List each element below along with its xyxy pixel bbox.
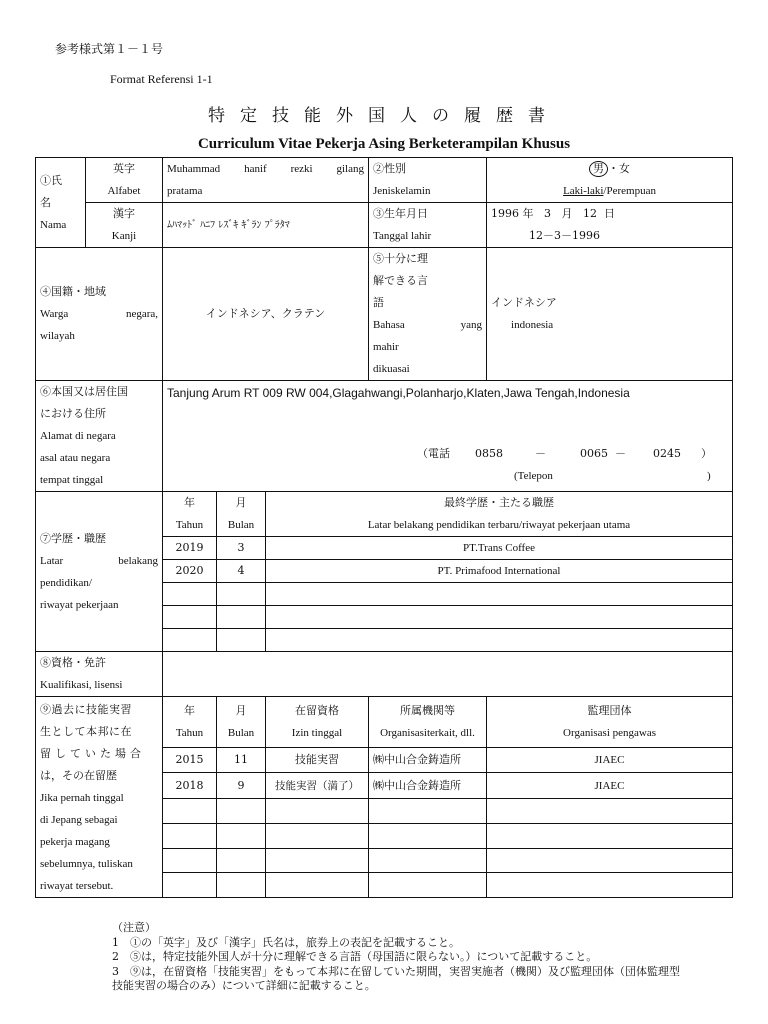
train-row-6-supervisor[interactable] [487, 873, 733, 898]
edu-row-2-year[interactable]: 2020 [163, 560, 217, 583]
note-3: 3 ⑨は，在留資格「技能実習」をもって本邦に在留していた期間，実習実施者（機関）及び監理団体（団体監理型技能実習の場合のみ）について詳細に記載すること。 [112, 964, 680, 992]
edu-row-3-desc[interactable] [266, 583, 733, 606]
train-row-4-org[interactable] [369, 823, 487, 848]
edu-row-3-year[interactable] [163, 583, 217, 606]
nationality-label-cell: ④国籍・地域 Warga negara, wilayah [36, 248, 163, 381]
training-label-cell: ⑨過去に技能実習 生として本邦に在 留していた場合 は，その在留歴 Jika pernah tinggal di Jepang sebagai pekerja magang sebelumnya, tuliskan riwayat tersebut. [36, 697, 163, 898]
form-number: 参考様式第１－１号 [55, 42, 164, 56]
train-row-2-status[interactable]: 技能実習（満了） [266, 773, 369, 799]
license-label-cell: ⑧資格・免許 Kualifikasi, lisensi [36, 652, 163, 697]
train-row-5-org[interactable] [369, 848, 487, 873]
train-row-4-supervisor[interactable] [487, 823, 733, 848]
alfabet-name-field[interactable]: Muhammad hanif rezki gilang pratama [163, 158, 369, 203]
train-supervisor-header: 監理団体 Organisasi pengawas [487, 697, 733, 748]
birth-date-field[interactable]: 1996 年 3 月 12 日 12－3－1996 [487, 203, 733, 248]
address-field[interactable]: Tanjung Arum RT 009 RW 004,Glagahwangi,Polanharjo,Klaten,Jawa Tengah,Indonesia （電話 0858 － 0065 － 0245 ） (Telepon ) [163, 381, 733, 492]
train-row-2-month[interactable]: 9 [217, 773, 266, 799]
edu-row-5-month[interactable] [217, 629, 266, 652]
train-month-header: 月 Bulan [217, 697, 266, 748]
edu-row-1-month[interactable]: 3 [217, 537, 266, 560]
train-row-4-year[interactable] [163, 823, 217, 848]
name-label-cell: ①氏 名 Nama [36, 158, 86, 248]
gender-field[interactable]: 男 ・女 Laki-laki/Perempuan [487, 158, 733, 203]
edu-row-5-desc[interactable] [266, 629, 733, 652]
train-row-2-year[interactable]: 2018 [163, 773, 217, 799]
train-row-6-year[interactable] [163, 873, 217, 898]
edu-history-header: 最終学歴・主たる職歴 Latar belakang pendidikan terbaru/riwayat pekerjaan utama [266, 492, 733, 537]
edu-row-3-month[interactable] [217, 583, 266, 606]
note-1: 1 ①の「英字」及び「漢字」氏名は，旅券上の表記を記載すること。 [112, 935, 460, 949]
train-row-4-status[interactable] [266, 823, 369, 848]
gender-label-cell: ②性別 Jeniskelamin [369, 158, 487, 203]
edu-row-4-month[interactable] [217, 606, 266, 629]
title-indonesian: Curriculum Vitae Pekerja Asing Berketerampilan Khusus [197, 136, 571, 152]
train-row-1-year[interactable]: 2015 [163, 747, 217, 773]
edu-year-header: 年 Tahun [163, 492, 217, 537]
train-row-2-org[interactable]: ㈱中山合金鋳造所 [369, 773, 487, 799]
train-year-header: 年 Tahun [163, 697, 217, 748]
edu-month-header: 月 Bulan [217, 492, 266, 537]
train-row-1-org[interactable]: ㈱中山合金鋳造所 [369, 747, 487, 773]
edu-row-5-year[interactable] [163, 629, 217, 652]
edu-row-2-desc[interactable]: PT. Primafood International [266, 560, 733, 583]
train-row-1-status[interactable]: 技能実習 [266, 747, 369, 773]
train-row-6-status[interactable] [266, 873, 369, 898]
train-row-3-year[interactable] [163, 799, 217, 824]
language-field[interactable]: インドネシア indonesia [487, 248, 733, 381]
edu-row-4-year[interactable] [163, 606, 217, 629]
nationality-field[interactable]: インドネシア、クラテン [163, 248, 369, 381]
train-row-3-supervisor[interactable] [487, 799, 733, 824]
train-row-5-month[interactable] [217, 848, 266, 873]
alfabet-label-cell: 英字 Alfabet [86, 158, 163, 203]
notes-section [112, 921, 682, 994]
train-row-5-status[interactable] [266, 848, 369, 873]
train-row-1-month[interactable]: 11 [217, 747, 266, 773]
education-label-cell: ⑦学歴・職歴 Latar belakang pendidikan/ riwayat pekerjaan [36, 492, 163, 652]
train-row-4-month[interactable] [217, 823, 266, 848]
notes-heading: （注意） [112, 921, 156, 934]
language-label-cell: ⑤十分に理 解できる言 語 Bahasa yang mahir dikuasai [369, 248, 487, 381]
title-japanese: 特定技能外国人の履歴書 [208, 106, 560, 126]
gender-male-circled: 男 [589, 161, 608, 177]
train-row-1-supervisor[interactable]: JIAEC [487, 747, 733, 773]
kanji-name-field[interactable]: ﾑﾊﾏｯﾄﾞ ﾊﾆﾌ ﾚｽﾞｷ ｷﾞﾗﾝ ﾌﾟﾗﾀﾏ [163, 203, 369, 248]
train-row-5-supervisor[interactable] [487, 848, 733, 873]
edu-row-2-month[interactable]: 4 [217, 560, 266, 583]
train-org-header: 所属機関等 Organisasiterkait, dll. [369, 697, 487, 748]
train-row-3-month[interactable] [217, 799, 266, 824]
edu-row-1-year[interactable]: 2019 [163, 537, 217, 560]
edu-row-4-desc[interactable] [266, 606, 733, 629]
license-field[interactable] [163, 652, 733, 697]
train-row-6-org[interactable] [369, 873, 487, 898]
birth-label-cell: ③生年月日 Tanggal lahir [369, 203, 487, 248]
note-2: 2 ⑤は，特定技能外国人が十分に理解できる言語（母国語に限らない。）について記載すること。 [112, 950, 598, 963]
train-row-2-supervisor[interactable]: JIAEC [487, 773, 733, 799]
train-row-6-month[interactable] [217, 873, 266, 898]
kanji-label-cell: 漢字 Kanji [86, 203, 163, 248]
train-status-header: 在留資格 Izin tinggal [266, 697, 369, 748]
cv-table [35, 157, 733, 898]
train-row-5-year[interactable] [163, 848, 217, 873]
train-row-3-org[interactable] [369, 799, 487, 824]
edu-row-1-desc[interactable]: PT.Trans Coffee [266, 537, 733, 560]
address-label-cell: ⑥本国又は居住国 における住所 Alamat di negara asal atau negara tempat tinggal [36, 381, 163, 492]
train-row-3-status[interactable] [266, 799, 369, 824]
format-reference: Format Referensi 1-1 [110, 72, 213, 86]
